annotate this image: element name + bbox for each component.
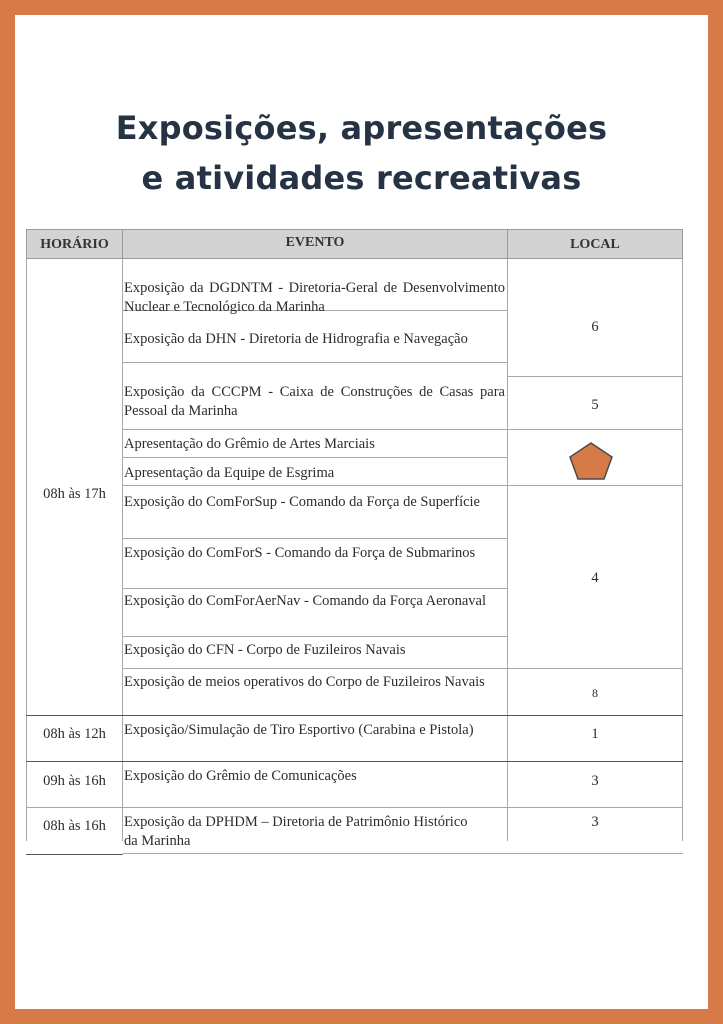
column-divider xyxy=(507,259,508,841)
row-divider xyxy=(507,485,683,486)
event-cell: Exposição do ComForS - Comando da Força de Submarinos xyxy=(124,545,476,561)
table-bottom-border xyxy=(26,854,123,855)
group-divider xyxy=(26,761,683,762)
horario-cell: 08h às 17h xyxy=(43,486,106,502)
event-cell: Exposição/Simulação de Tiro Esportivo (Carabina e Pistola) xyxy=(124,722,474,738)
local-cell: 3 xyxy=(591,814,599,830)
row-divider xyxy=(122,485,508,486)
row-divider xyxy=(122,636,508,637)
local-cell: 3 xyxy=(591,773,599,789)
event-cell: Apresentação da Equipe de Esgrima xyxy=(124,465,335,481)
event-cell: Exposição do Grêmio de Comunicações xyxy=(124,768,357,784)
local-cell: 8 xyxy=(592,686,598,700)
event-cell: Exposição da CCCPM - Caixa de Construções de Casas para Pessoal da Marinha xyxy=(124,384,505,419)
title-line: Exposições, apresentações xyxy=(115,109,608,147)
row-divider xyxy=(122,362,508,363)
horario-cell: 08h às 12h xyxy=(43,726,106,742)
event-cell: Apresentação do Grêmio de Artes Marciais xyxy=(124,436,375,452)
table-bottom-border xyxy=(123,853,683,854)
horario-cell: 08h às 16h xyxy=(43,818,106,834)
group-divider xyxy=(26,715,683,716)
local-cell: 1 xyxy=(591,726,599,742)
row-divider xyxy=(122,538,508,539)
row-divider xyxy=(122,429,508,430)
header-local: LOCAL xyxy=(507,229,683,259)
local-cell: 5 xyxy=(591,397,599,413)
row-divider xyxy=(507,429,683,430)
event-cell: Exposição do ComForAerNav - Comando da Força Aeronaval xyxy=(124,593,487,609)
local-cell: 4 xyxy=(591,570,599,586)
group-divider xyxy=(26,807,683,808)
event-cell: Exposição da DHN - Diretoria de Hidrografia e Navegação xyxy=(124,331,468,347)
event-cell: Exposição de meios operativos do Corpo de Fuzileiros Navais xyxy=(124,674,485,690)
row-divider xyxy=(122,588,508,589)
local-cell: 6 xyxy=(591,319,599,335)
row-divider xyxy=(122,668,508,669)
border-right xyxy=(682,259,683,841)
row-divider xyxy=(507,376,683,377)
page xyxy=(15,15,708,1009)
pentagon-marker-icon xyxy=(568,441,614,481)
event-cell: Exposição do CFN - Corpo de Fuzileiros Navais xyxy=(124,642,406,658)
column-divider xyxy=(122,259,123,841)
event-cell: Exposição do ComForSup - Comando da Força de Superfície xyxy=(124,494,480,510)
event-cell: Exposição da DGDNTM - Diretoria-Geral de Desenvolvimento Nuclear e Tecnológico da Marinha xyxy=(124,280,505,315)
schedule-table xyxy=(26,229,683,849)
header-horario: HORÁRIO xyxy=(26,229,123,259)
title-line: e atividades recreativas xyxy=(141,159,582,197)
page-title xyxy=(15,103,708,203)
row-divider xyxy=(122,457,508,458)
event-cell: Exposição da DPHDM – Diretoria de Patrimônio Histórico da Marinha xyxy=(124,814,468,849)
border-left xyxy=(26,259,27,841)
horario-cell: 09h às 16h xyxy=(43,773,106,789)
row-divider xyxy=(507,668,683,669)
header-evento: EVENTO xyxy=(122,229,508,259)
